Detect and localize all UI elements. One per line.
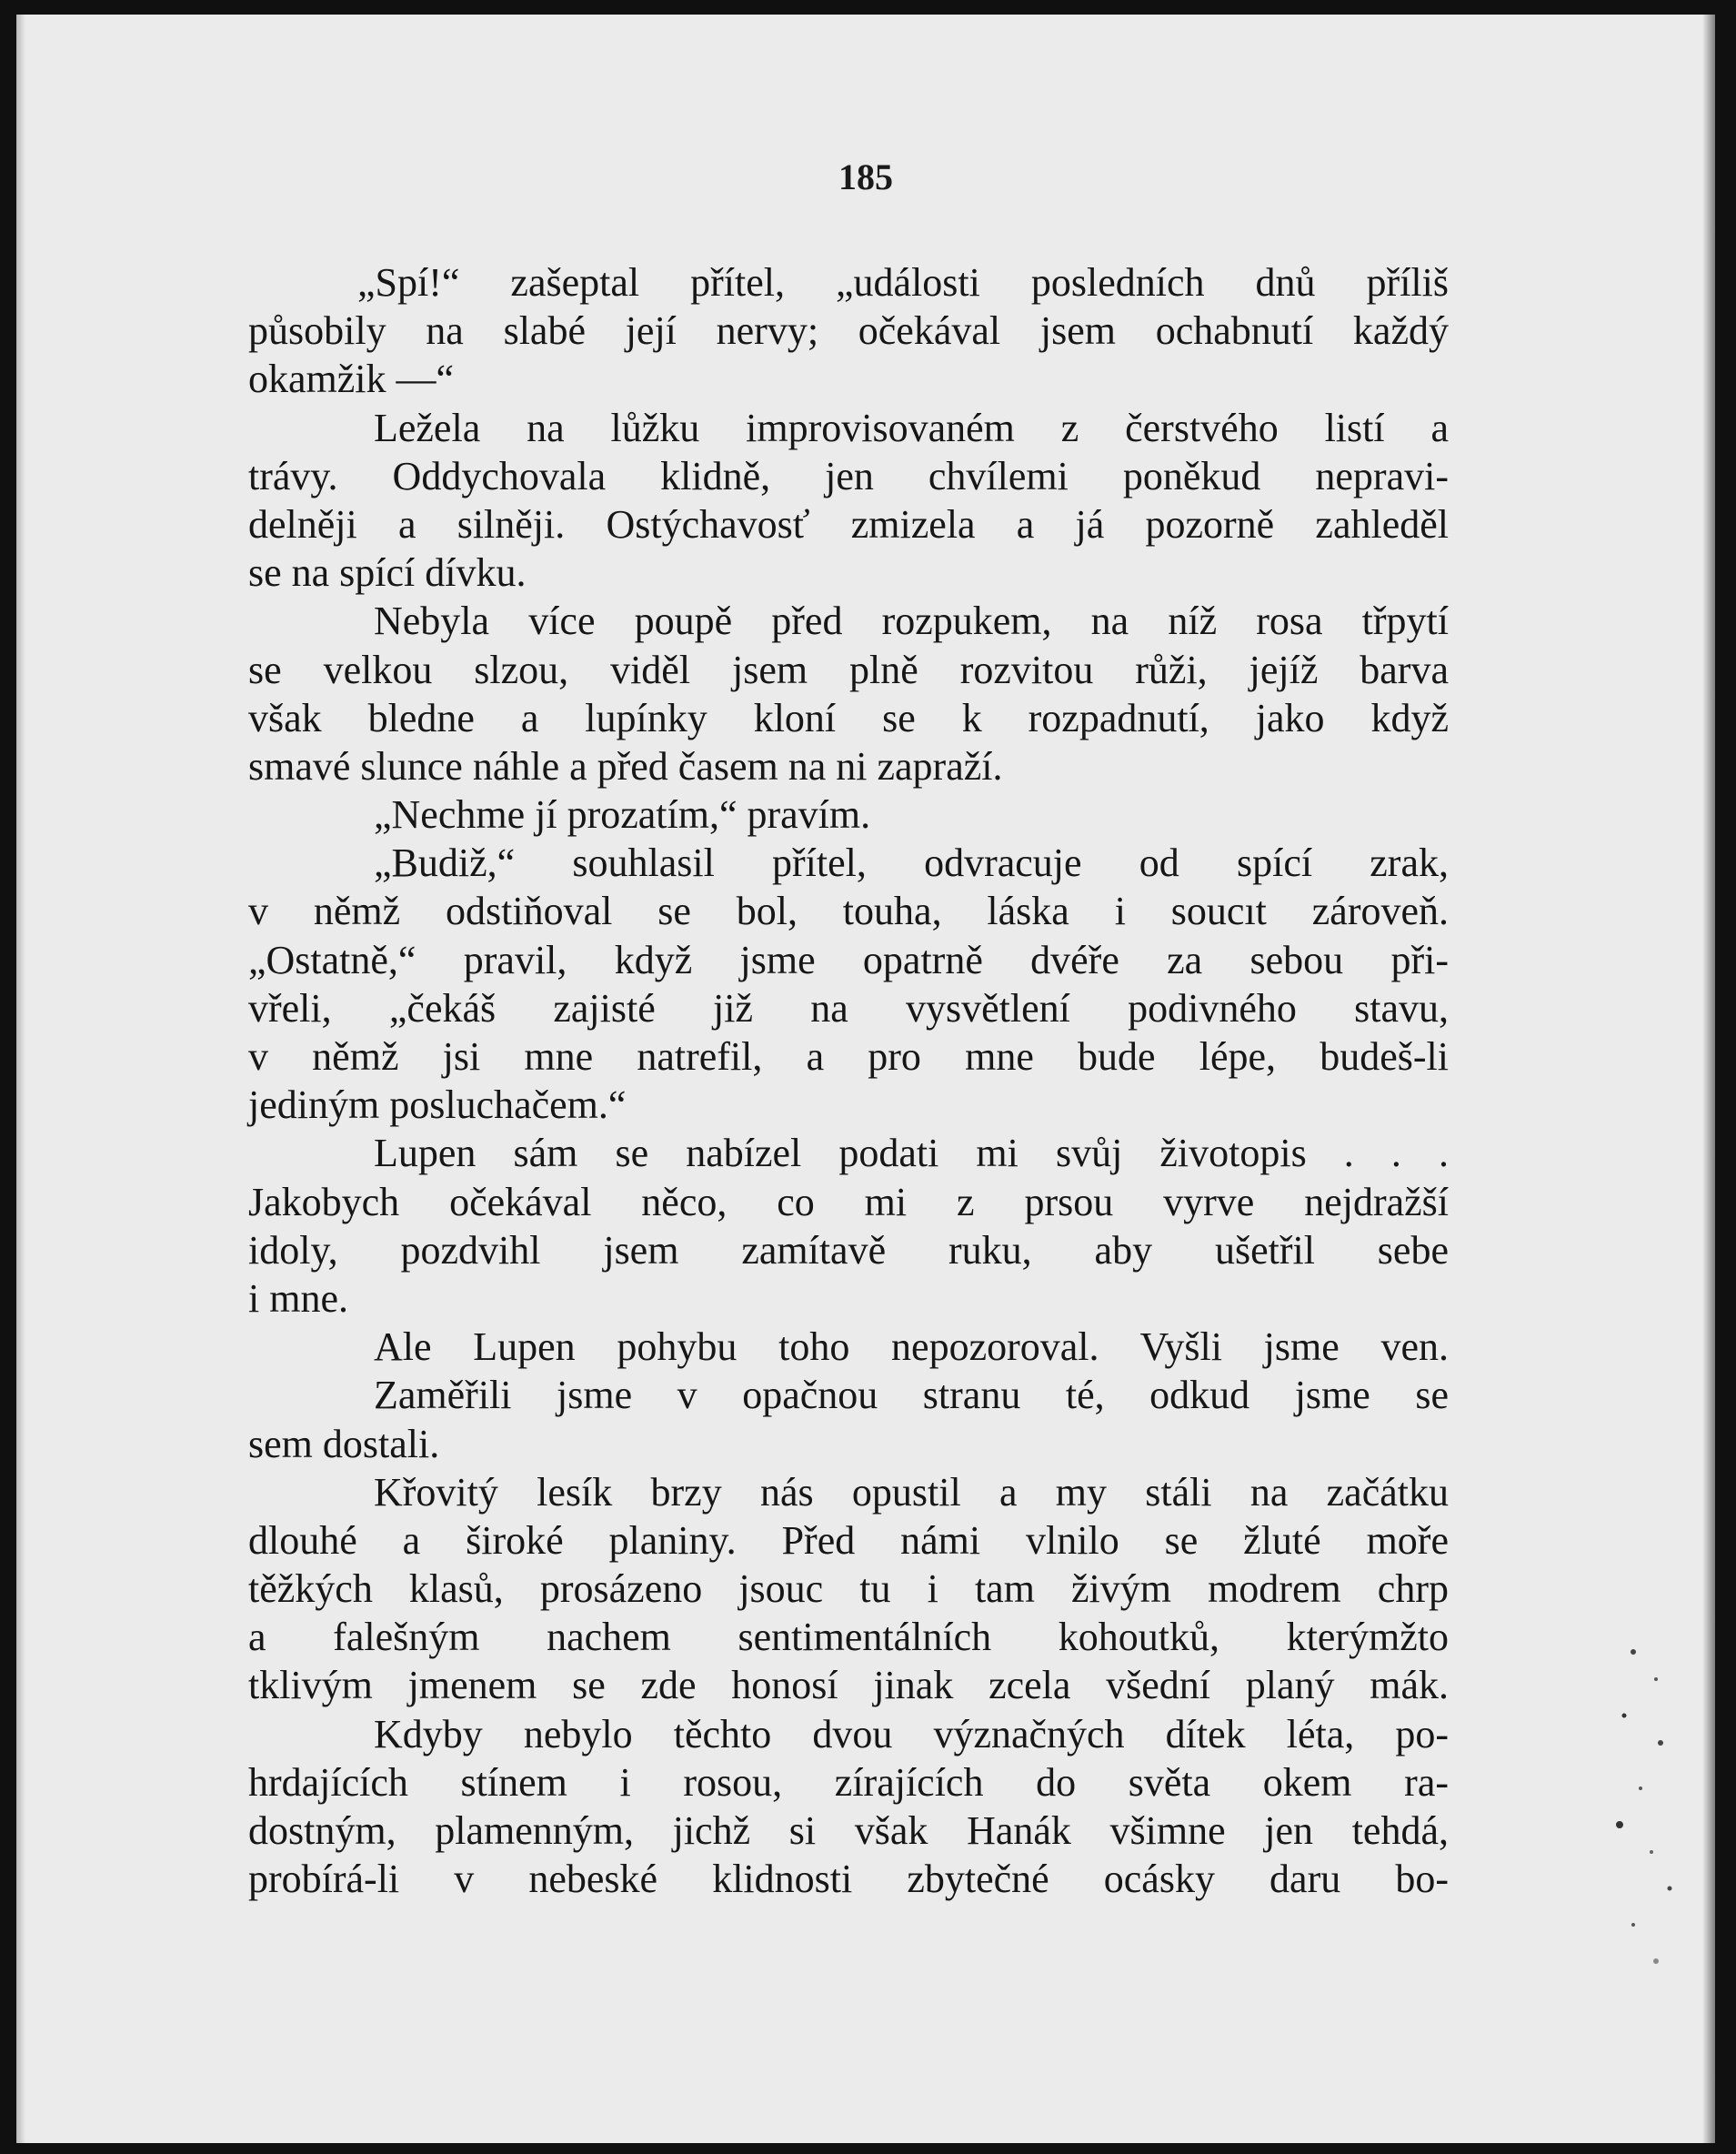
text-line: okamžik —“	[248, 357, 455, 402]
page-edge-shadow-right	[1702, 15, 1715, 2143]
text-line: „Spí!“ zašeptal přítel, „události posledních dnů příliš	[357, 260, 1449, 305]
text-line: v němž odstiňoval se bol, touha, láska i soucıt zároveň.	[248, 889, 1449, 934]
text-line: vřeli, „čekáš zajisté již na vysvětlení podivného stavu,	[248, 985, 1449, 1031]
page-number: 185	[838, 156, 893, 197]
text-line: „Ostatně,“ pravil, když jsme opatrně dvéře za sebou při-	[248, 937, 1449, 982]
text-line: Nebyla více poupě před rozpukem, na níž rosa třpytí	[374, 599, 1449, 644]
text-line: Kdyby nebylo těchto dvou význačných dítek léta, po-	[374, 1711, 1449, 1756]
text-line: působily na slabé její nervy; očekával jsem ochabnutí každý	[248, 308, 1449, 354]
text-line: smavé slunce náhle a před časem na ni zapraží.	[248, 743, 1003, 789]
text-line: Křovitý lesík brzy nás opustil a my stáli na začátku	[374, 1469, 1449, 1515]
text-line: Ležela na lůžku improvisovaném z čerstvého listí a	[374, 405, 1449, 450]
text-line: Zaměřili jsme v opačnou stranu té, odkud jsme se	[374, 1373, 1449, 1418]
text-line: idoly, pozdvihl jsem zamítavě ruku, aby ušetřil sebe	[248, 1227, 1449, 1273]
text-line: a falešným nachem sentimentálních kohoutků, kterýmžto	[248, 1615, 1449, 1660]
text-line: „Budiž,“ souhlasil přítel, odvracuje od spící zrak,	[374, 840, 1449, 886]
text-line: dlouhé a široké planiny. Před námi vlnilo se žluté moře	[248, 1517, 1449, 1563]
text-line: Lupen sám se nabízel podati mi svůj životopis . . .	[374, 1131, 1449, 1176]
text-line: „Nechme jí prozatím,“ pravím.	[374, 792, 871, 838]
text-line: trávy. Oddychovala klidně, jen chvílemi poněkud nepravi-	[248, 453, 1449, 498]
text-line: dostným, plamenným, jichž si však Hanák všimne jen tehdá,	[248, 1808, 1449, 1853]
body-text	[248, 258, 1449, 1903]
text-line: však bledne a lupínky kloní se k rozpadnutí, jako když	[248, 695, 1449, 740]
text-line: delněji a silněji. Ostýchavosť zmizela a já pozorně zahleděl	[248, 501, 1449, 547]
text-line: Jakobych očekával něco, co mi z prsou vyrve nejdražší	[248, 1179, 1449, 1224]
text-line: sem dostali.	[248, 1421, 440, 1466]
text-line: hrdajících stínem i rosou, zírajících do světa okem ra-	[248, 1759, 1449, 1805]
text-line: těžkých klasů, prosázeno jsouc tu i tam živým modrem chrp	[248, 1566, 1449, 1612]
text-line: probírá-li v nebeské klidnosti zbytečné ocásky daru bo-	[248, 1857, 1449, 1902]
page-speckle-marks	[1606, 1616, 1688, 2070]
text-line: se na spící dívku.	[248, 550, 527, 596]
text-line: jediným posluchačem.“	[248, 1082, 627, 1128]
text-line: v němž jsi mne natrefil, a pro mne bude lépe, budeš-li	[248, 1034, 1449, 1079]
text-line: Ale Lupen pohybu toho nepozoroval. Vyšli jsme ven.	[374, 1324, 1449, 1370]
page-edge-shadow-left	[16, 15, 25, 2143]
text-line: tklivým jmenem se zde honosí jinak zcela všední planý mák.	[248, 1663, 1449, 1708]
book-page	[16, 15, 1715, 2143]
text-line: i mne.	[248, 1275, 348, 1321]
text-line: se velkou slzou, viděl jsem plně rozvitou růži, jejíž barva	[248, 647, 1449, 692]
